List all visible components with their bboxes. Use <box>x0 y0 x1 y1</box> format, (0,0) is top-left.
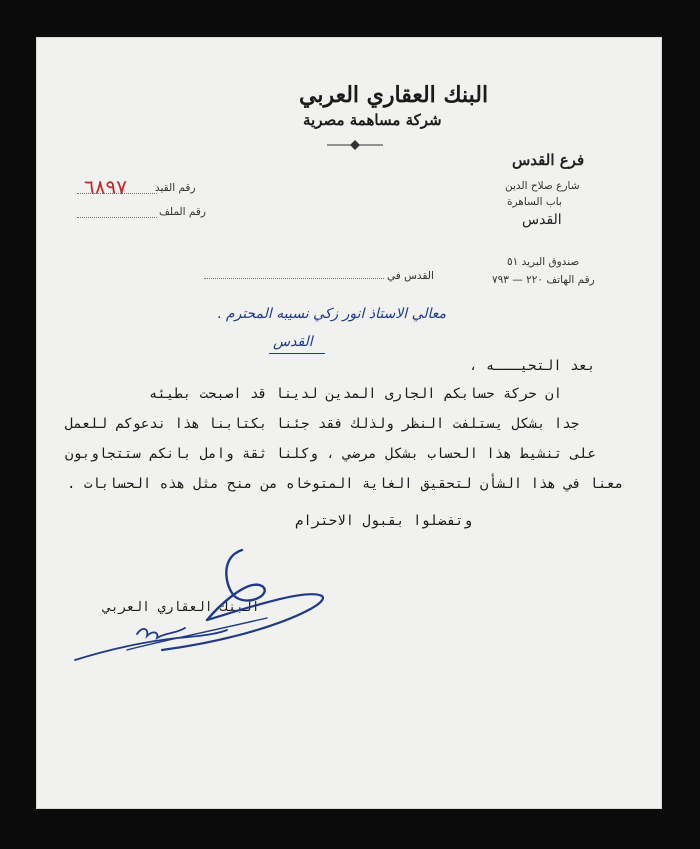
branch-street: شارع صلاح الدين <box>505 180 580 192</box>
registry-dotted-line <box>77 193 157 194</box>
registry-label: رقم القيد <box>155 182 196 194</box>
recipient-city-handwritten: القدس <box>273 334 313 350</box>
date-label: القدس في <box>387 270 434 282</box>
phone-number: رقم الهاتف ٢٢٠ — ٧٩٣ <box>492 274 595 286</box>
date-dotted-line <box>204 278 384 279</box>
signature-org: البنك العقاري العربي <box>103 600 260 615</box>
body-line-2: جدا بشكل يستلفت النظر ولذلك فقد جئنا بكتابنا هذا ندعوكم للعمل <box>65 416 580 432</box>
company-type: شركة مساهمة مصرية <box>303 111 442 129</box>
ornament-divider <box>325 138 385 152</box>
recipient-handwritten: معالي الاستاذ انور زكي نسيبه المحترم . <box>217 306 447 322</box>
po-box: صندوق البريد ٥١ <box>507 256 580 268</box>
branch-city: القدس <box>522 212 562 228</box>
bank-name: البنك العقاري العربي <box>299 82 489 108</box>
body-line-1: ان حركة حسابكم الجارى المدين لدينا قد اصبحت بطيئه <box>149 386 563 402</box>
branch-name: فرع القدس <box>512 151 585 169</box>
greeting: بعد التحيـــه ، <box>469 358 596 374</box>
registry-number-handwritten: ٦٨٩٧ <box>84 175 127 199</box>
handwritten-signature <box>67 538 337 668</box>
body-line-4: معنا في هذا الشأن لتحقيق الغاية المتوخاه من منح مثل هذه الحسابات . <box>67 476 624 492</box>
letter-page <box>37 38 661 808</box>
closing: وتفضلوا بقبول الاحترام <box>295 513 473 529</box>
file-label: رقم الملف <box>159 206 206 218</box>
body-line-3: على تنشيط هذا الحساب بشكل مرضي ، وكلنا ثقة وامل بانكم ستتجاوبون <box>65 446 597 462</box>
file-dotted-line <box>77 217 157 218</box>
branch-gate: باب الساهرة <box>507 196 562 208</box>
recipient-underline <box>269 353 325 354</box>
